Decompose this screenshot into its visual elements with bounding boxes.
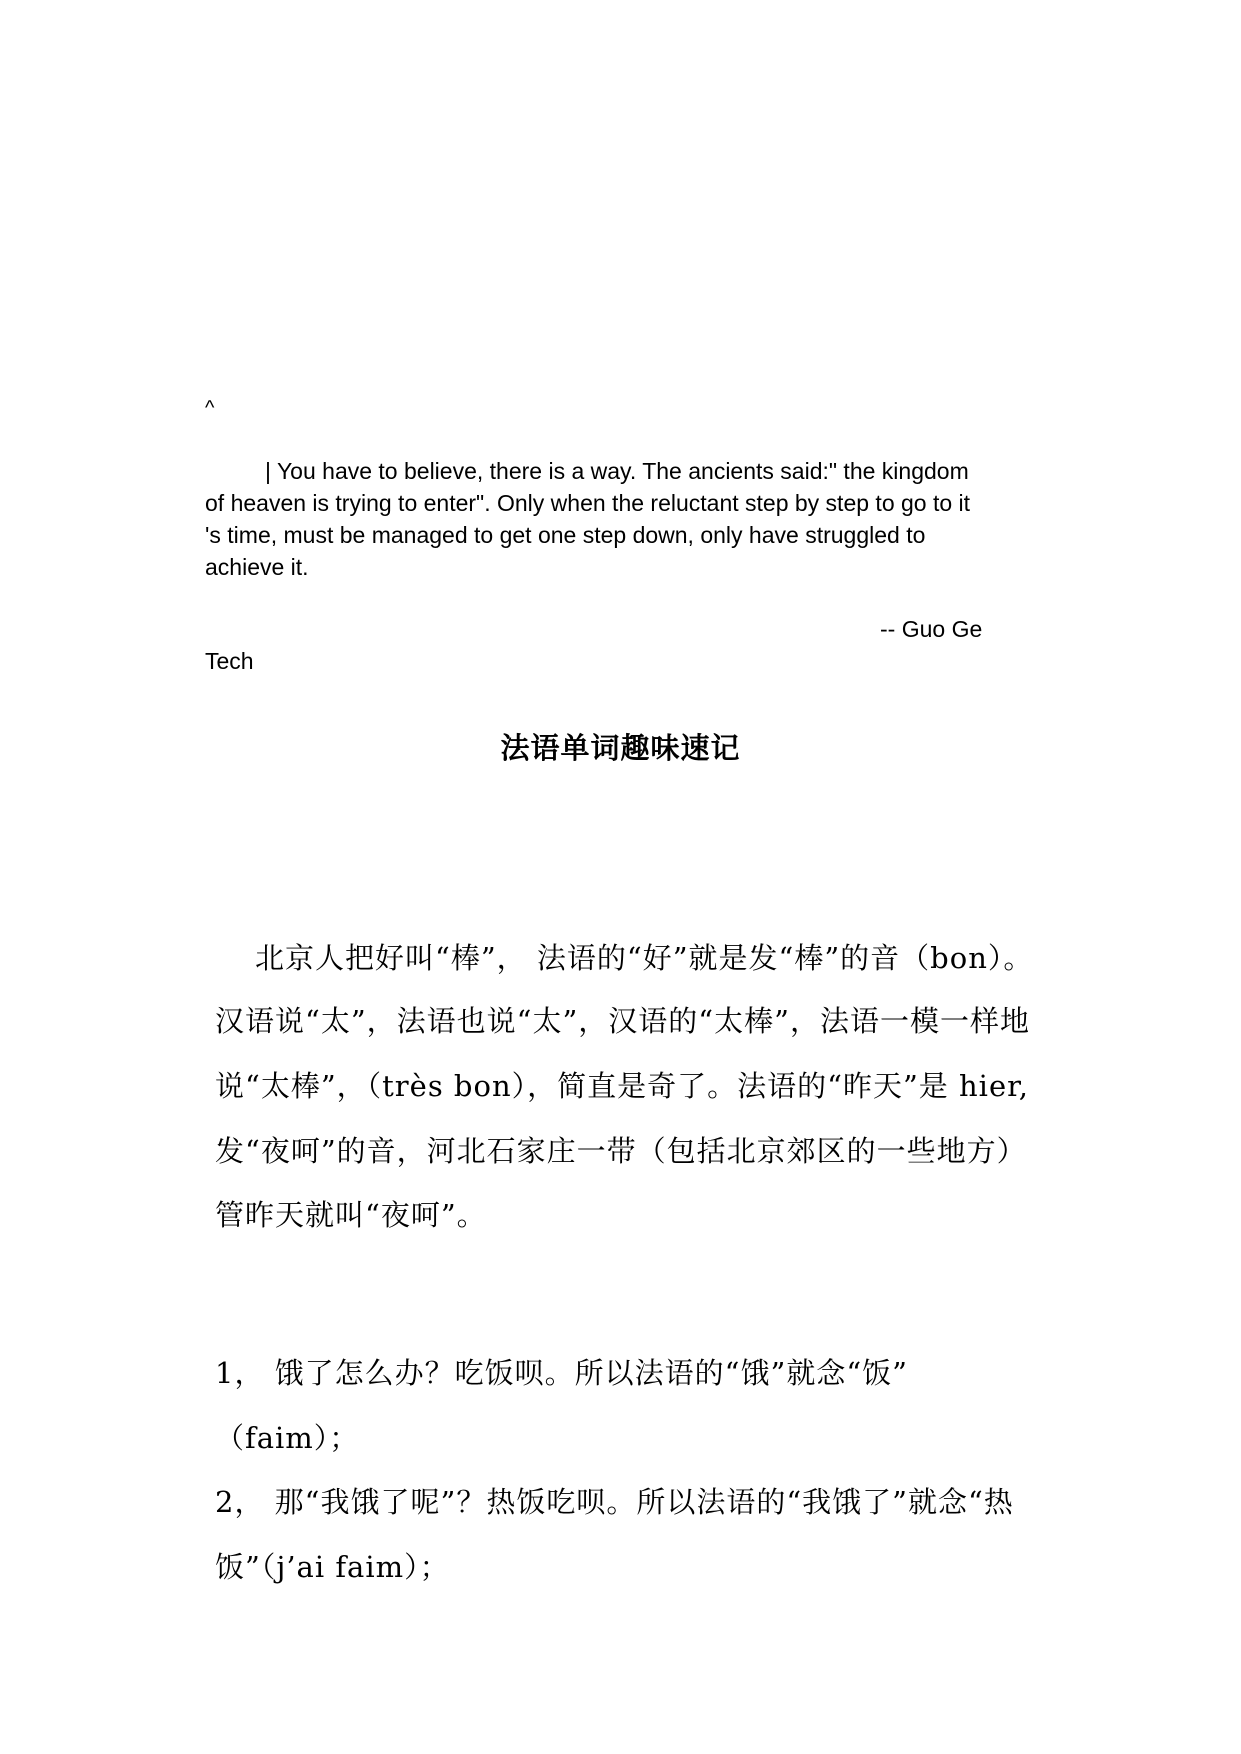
list-item-1-line-2: （faim）；: [215, 1421, 360, 1455]
caret-marker: ^: [205, 397, 215, 419]
quote-line-3: 's time, must be managed to get one step down, only have struggled to: [205, 522, 926, 548]
quote-line-1: | You have to believe, there is a way. The ancients said:" the kingdom: [265, 458, 969, 484]
article-title: 法语单词趣味速记: [500, 731, 741, 765]
list-item-1-line-1: 1， 饿了怎么办？吃饭呗。所以法语的“饿”就念“饭”: [215, 1356, 908, 1390]
intro-line-3: 说“太棒”，（très bon），简直是奇了。法语的“昨天”是 hier,: [215, 1069, 1030, 1103]
intro-line-5: 管昨天就叫“夜呵”。: [215, 1198, 487, 1232]
intro-line-1: 北京人把好叫“棒”， 法语的“好”就是发“棒”的音（bon）。: [255, 941, 1034, 975]
intro-line-4: 发“夜呵”的音，河北石家庄一带（包括北京郊区的一些地方）: [215, 1134, 1027, 1168]
quote-attribution-continued: Tech: [205, 648, 254, 674]
intro-line-2: 汉语说“太”，法语也说“太”，汉语的“太棒”，法语一模一样地: [215, 1004, 1030, 1038]
quote-attribution: -- Guo Ge: [880, 616, 983, 642]
list-item-2-line-1: 2， 那“我饿了呢”？热饭吃呗。所以法语的“我饿了”就念“热: [215, 1485, 1014, 1519]
list-item-2-line-2: 饭”（j’ai faim）；: [215, 1550, 450, 1584]
quote-line-4: achieve it.: [205, 554, 309, 580]
quote-line-2: of heaven is trying to enter". Only when the reluctant step by step to go to it: [205, 490, 971, 516]
